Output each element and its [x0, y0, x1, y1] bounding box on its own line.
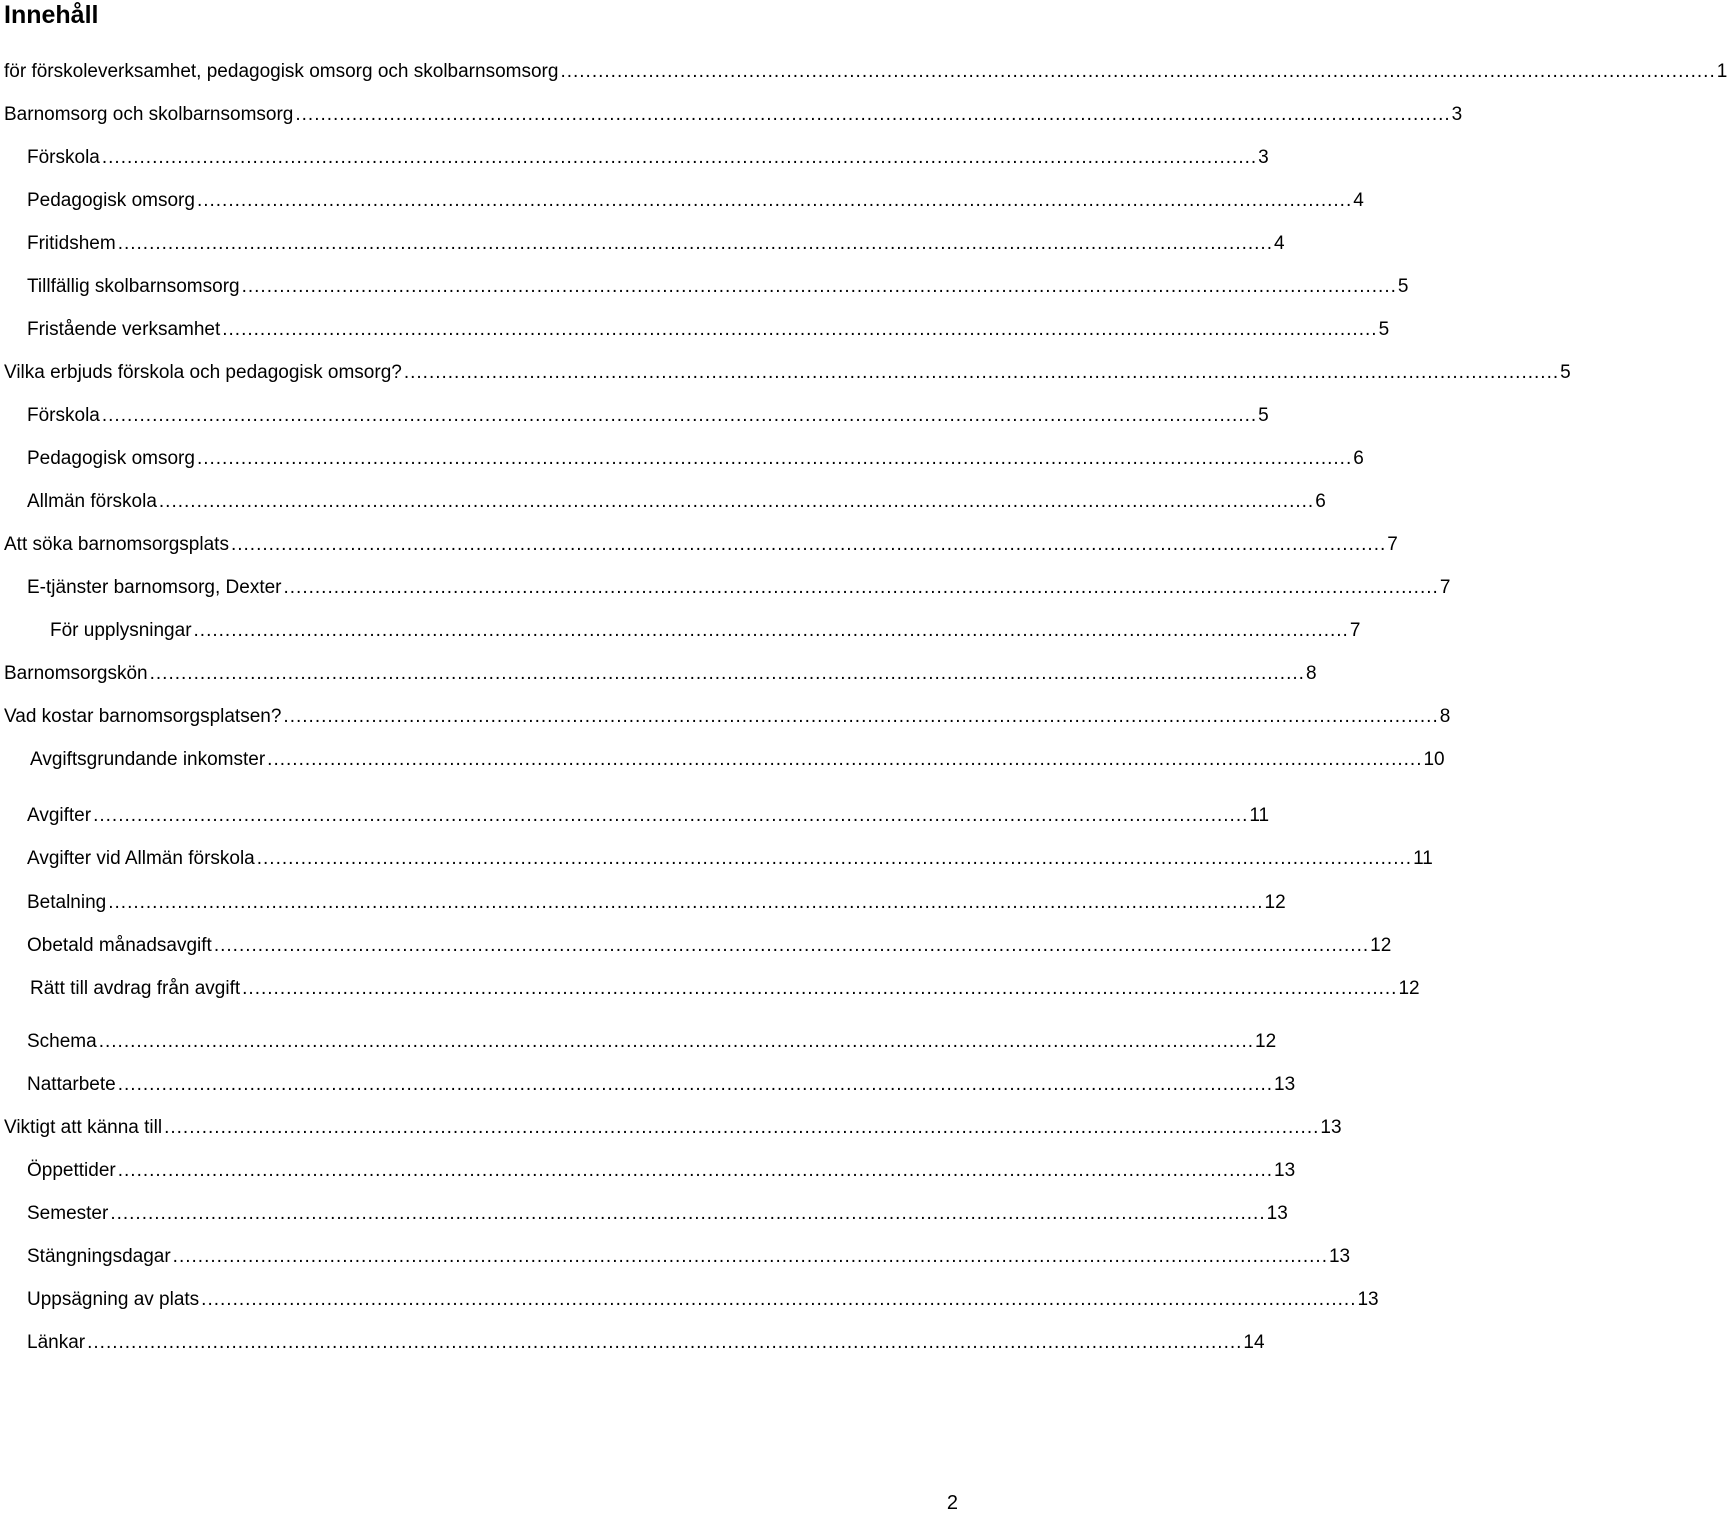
- dot-leader: ........................................................................................................................................................................................: [108, 892, 1264, 913]
- toc-heading: Innehåll: [4, 1, 99, 29]
- toc-entry-page: 13: [1328, 1246, 1351, 1267]
- toc-entry-page: 5: [1560, 362, 1571, 383]
- toc-entry-page: 13: [1274, 1160, 1296, 1181]
- dot-leader: ........................................................................................................................................................................................: [196, 448, 1353, 469]
- toc-entry[interactable]: [27, 181, 1364, 213]
- dot-leader: ........................................................................................................................................................................................: [101, 405, 1258, 426]
- toc-entry-page: 3: [1258, 147, 1269, 168]
- toc-entry-title: E-tjänster barnomsorg, Dexter: [27, 577, 282, 598]
- dot-leader: ........................................................................................................................................................................................: [222, 319, 1378, 340]
- toc-entry-title: Barnomsorg och skolbarnsomsorg: [4, 104, 294, 125]
- toc-entry[interactable]: [27, 1194, 1288, 1226]
- toc-entry-page: 6: [1353, 448, 1364, 469]
- toc-entry-title: Stängningsdagar: [27, 1246, 171, 1267]
- dot-leader: ........................................................................................................................................................................................: [172, 1246, 1328, 1267]
- toc-entry-page: 1: [1716, 61, 1727, 82]
- toc-entry[interactable]: [4, 95, 1463, 127]
- toc-entry[interactable]: [50, 611, 1361, 643]
- toc-entry-title: Öppettider: [27, 1160, 116, 1181]
- dot-leader: ........................................................................................................................................................................................: [295, 104, 1451, 125]
- dot-leader: ........................................................................................................................................................................................: [241, 276, 1397, 297]
- toc-entry-page: 4: [1274, 233, 1285, 254]
- toc-entry-title: Avgifter vid Allmän förskola: [27, 848, 255, 869]
- dot-leader: ........................................................................................................................................................................................: [98, 1031, 1255, 1052]
- toc-entry-title: Förskola: [27, 405, 100, 426]
- toc-entry-title: För upplysningar: [50, 620, 192, 641]
- toc-entry-title: Tillfällig skolbarnsomsorg: [27, 276, 240, 297]
- toc-entry-page: 11: [1413, 848, 1433, 869]
- toc-entry[interactable]: [4, 697, 1451, 729]
- toc-entry-title: för förskoleverksamhet, pedagogisk omsorg och skolbarnsomsorg: [4, 61, 559, 82]
- toc-entry[interactable]: [27, 796, 1270, 828]
- page-number: 2: [946, 1492, 958, 1514]
- toc-entry-title: Obetald månadsavgift: [27, 935, 212, 956]
- dot-leader: ........................................................................................................................................................................................: [110, 1203, 1266, 1224]
- toc-entry-title: Vilka erbjuds förskola och pedagogisk omsorg?: [4, 362, 402, 383]
- toc-entry[interactable]: [27, 439, 1364, 471]
- toc-entry-page: 4: [1353, 190, 1364, 211]
- toc-entry-title: Barnomsorgskön: [4, 663, 148, 684]
- toc-entry-page: 7: [1439, 577, 1451, 598]
- toc-entry-title: Allmän förskola: [27, 491, 157, 512]
- toc-entry-page: 8: [1439, 706, 1451, 727]
- toc-entry[interactable]: [27, 482, 1326, 514]
- dot-leader: ........................................................................................................................................................................................: [117, 1074, 1274, 1095]
- toc-entry-page: 5: [1397, 276, 1409, 297]
- toc-entry-page: 13: [1320, 1117, 1342, 1138]
- toc-entry[interactable]: [27, 1237, 1351, 1269]
- toc-entry-page: 5: [1258, 405, 1269, 426]
- toc-entry-page: 8: [1305, 663, 1317, 684]
- toc-entry[interactable]: [30, 969, 1420, 1001]
- toc-entry[interactable]: [27, 138, 1269, 170]
- toc-entry-page: 12: [1255, 1031, 1277, 1052]
- dot-leader: ........................................................................................................................................................................................: [283, 706, 1439, 727]
- toc-entry-page: 12: [1370, 935, 1392, 956]
- toc-entry-title: Semester: [27, 1203, 109, 1224]
- toc-entry-title: Avgifter: [27, 805, 92, 826]
- dot-leader: ........................................................................................................................................................................................: [560, 61, 1716, 82]
- dot-leader: ........................................................................................................................................................................................: [193, 620, 1349, 641]
- toc-entry[interactable]: [27, 396, 1269, 428]
- toc-entry-page: 6: [1315, 491, 1326, 512]
- toc-entry-title: Vad kostar barnomsorgsplatsen?: [4, 706, 282, 727]
- toc-entry-title: Pedagogisk omsorg: [27, 448, 195, 469]
- toc-entry[interactable]: [27, 267, 1409, 299]
- dot-leader: ........................................................................................................................................................................................: [230, 534, 1387, 555]
- dot-leader: ........................................................................................................................................................................................: [149, 663, 1305, 684]
- toc-entry-page: 7: [1349, 620, 1361, 641]
- toc-entry-page: 10: [1423, 749, 1445, 770]
- dot-leader: ........................................................................................................................................................................................: [403, 362, 1560, 383]
- dot-leader: ........................................................................................................................................................................................: [117, 1160, 1274, 1181]
- toc-entry-title: Att söka barnomsorgsplats: [4, 534, 229, 555]
- toc-entry-page: 7: [1387, 534, 1398, 555]
- toc-entry[interactable]: [27, 1065, 1296, 1097]
- toc-entry[interactable]: [27, 1323, 1265, 1355]
- toc-entry-page: 11: [1249, 805, 1270, 826]
- toc-entry[interactable]: [27, 839, 1433, 871]
- toc-entry-title: Betalning: [27, 892, 107, 913]
- toc-entry-page: 12: [1398, 978, 1420, 999]
- toc-entry-title: Nattarbete: [27, 1074, 116, 1095]
- toc-entry-title: Länkar: [27, 1332, 86, 1353]
- toc-entry-page: 14: [1243, 1332, 1265, 1353]
- dot-leader: ........................................................................................................................................................................................: [196, 190, 1353, 211]
- toc-entry[interactable]: [27, 568, 1451, 600]
- toc-entry-title: Rätt till avdrag från avgift: [30, 978, 241, 999]
- toc-entry-title: Avgiftsgrundande inkomster: [30, 749, 266, 770]
- toc-entry[interactable]: [4, 654, 1317, 686]
- toc-entry-page: 13: [1357, 1289, 1379, 1310]
- toc-entry[interactable]: [27, 926, 1392, 958]
- toc-entry[interactable]: [27, 1151, 1296, 1183]
- toc-entry[interactable]: [4, 525, 1398, 557]
- dot-leader: ........................................................................................................................................................................................: [164, 1117, 1320, 1138]
- dot-leader: ........................................................................................................................................................................................: [256, 848, 1413, 869]
- toc-entry[interactable]: [4, 353, 1571, 385]
- toc-entry[interactable]: [27, 883, 1286, 915]
- toc-entry-page: 5: [1378, 319, 1390, 340]
- dot-leader: ........................................................................................................................................................................................: [101, 147, 1258, 168]
- toc-entry-page: 3: [1451, 104, 1463, 125]
- dot-leader: ........................................................................................................................................................................................: [201, 1289, 1357, 1310]
- dot-leader: ........................................................................................................................................................................................: [158, 491, 1315, 512]
- toc-entry-title: Uppsägning av plats: [27, 1289, 200, 1310]
- toc-entry[interactable]: [27, 310, 1390, 342]
- toc-entry-title: Viktigt att känna till: [4, 1117, 163, 1138]
- dot-leader: ........................................................................................................................................................................................: [117, 233, 1273, 254]
- toc-entry-title: Schema: [27, 1031, 97, 1052]
- toc-entry-page: 13: [1274, 1074, 1296, 1095]
- toc-entry-title: Pedagogisk omsorg: [27, 190, 195, 211]
- dot-leader: ........................................................................................................................................................................................: [213, 935, 1370, 956]
- dot-leader: ........................................................................................................................................................................................: [267, 749, 1423, 770]
- toc-entry[interactable]: [27, 1022, 1277, 1054]
- toc-entry[interactable]: [4, 52, 1727, 84]
- toc-entry-title: Fritidshem: [27, 233, 116, 254]
- dot-leader: ........................................................................................................................................................................................: [242, 978, 1398, 999]
- dot-leader: ........................................................................................................................................................................................: [87, 1332, 1243, 1353]
- toc-entry-page: 13: [1266, 1203, 1288, 1224]
- toc-entry-title: Fristående verksamhet: [27, 319, 221, 340]
- toc-entry-title: Förskola: [27, 147, 100, 168]
- dot-leader: ........................................................................................................................................................................................: [283, 577, 1439, 598]
- dot-leader: ........................................................................................................................................................................................: [93, 805, 1249, 826]
- toc-entry[interactable]: [27, 1280, 1379, 1312]
- toc-entry[interactable]: [30, 740, 1445, 772]
- toc-entry-page: 12: [1264, 892, 1286, 913]
- toc-entry[interactable]: [27, 224, 1285, 256]
- toc-entry[interactable]: [4, 1108, 1342, 1140]
